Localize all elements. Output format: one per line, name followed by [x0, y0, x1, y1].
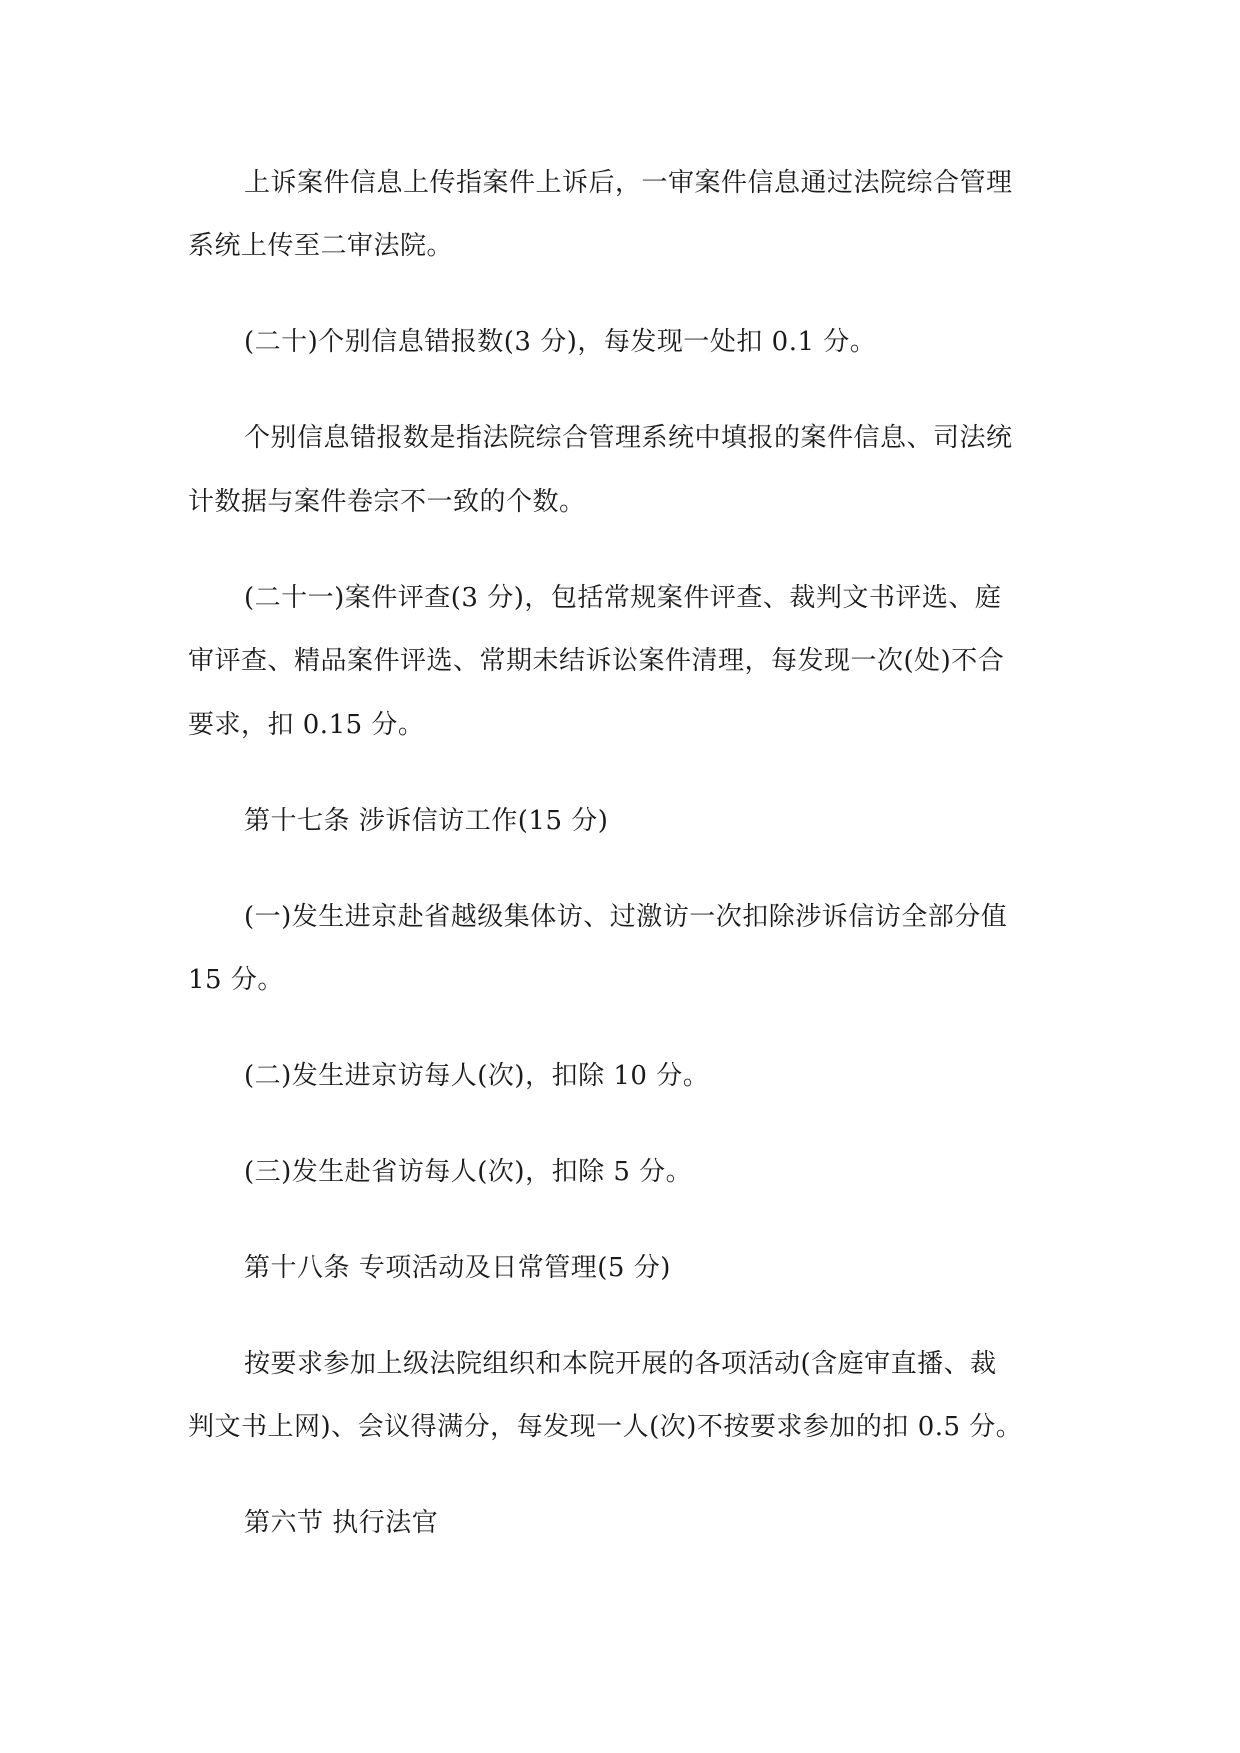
section-heading: 第十八条 专项活动及日常管理(5 分)	[244, 1253, 671, 1283]
text-line: (一)发生进京赴省越级集体访、过激访一次扣除涉诉信访全部分值	[244, 902, 1008, 932]
text-line: 15 分。	[188, 965, 284, 995]
text-line: 上诉案件信息上传指案件上诉后，一审案件信息通过法院综合管理	[244, 168, 1013, 198]
text-line: 判文书上网)、会议得满分，每发现一人(次)不按要求参加的扣 0.5 分。	[188, 1412, 1023, 1442]
text-line: (三)发生赴省访每人(次)，扣除 5 分。	[244, 1157, 693, 1187]
text-line: 审评查、精品案件评选、常期未结诉讼案件清理，每发现一次(处)不合	[188, 646, 1005, 676]
text-line: (二)发生进京访每人(次)，扣除 10 分。	[244, 1061, 710, 1091]
section-heading: 第六节 执行法官	[244, 1508, 439, 1538]
section-heading: 第十七条 涉诉信访工作(15 分)	[244, 806, 609, 836]
text-line: 计数据与案件卷宗不一致的个数。	[188, 487, 586, 517]
text-line: 要求，扣 0.15 分。	[188, 710, 425, 740]
text-line: 按要求参加上级法院组织和本院开展的各项活动(含庭审直播、裁	[244, 1349, 997, 1379]
text-line: (二十)个别信息错报数(3 分)，每发现一处扣 0.1 分。	[244, 327, 877, 357]
text-line: 个别信息错报数是指法院综合管理系统中填报的案件信息、司法统	[244, 423, 1013, 453]
text-line: (二十一)案件评查(3 分)，包括常规案件评查、裁判文书评选、庭	[244, 583, 1002, 613]
text-line: 系统上传至二审法院。	[188, 231, 454, 261]
